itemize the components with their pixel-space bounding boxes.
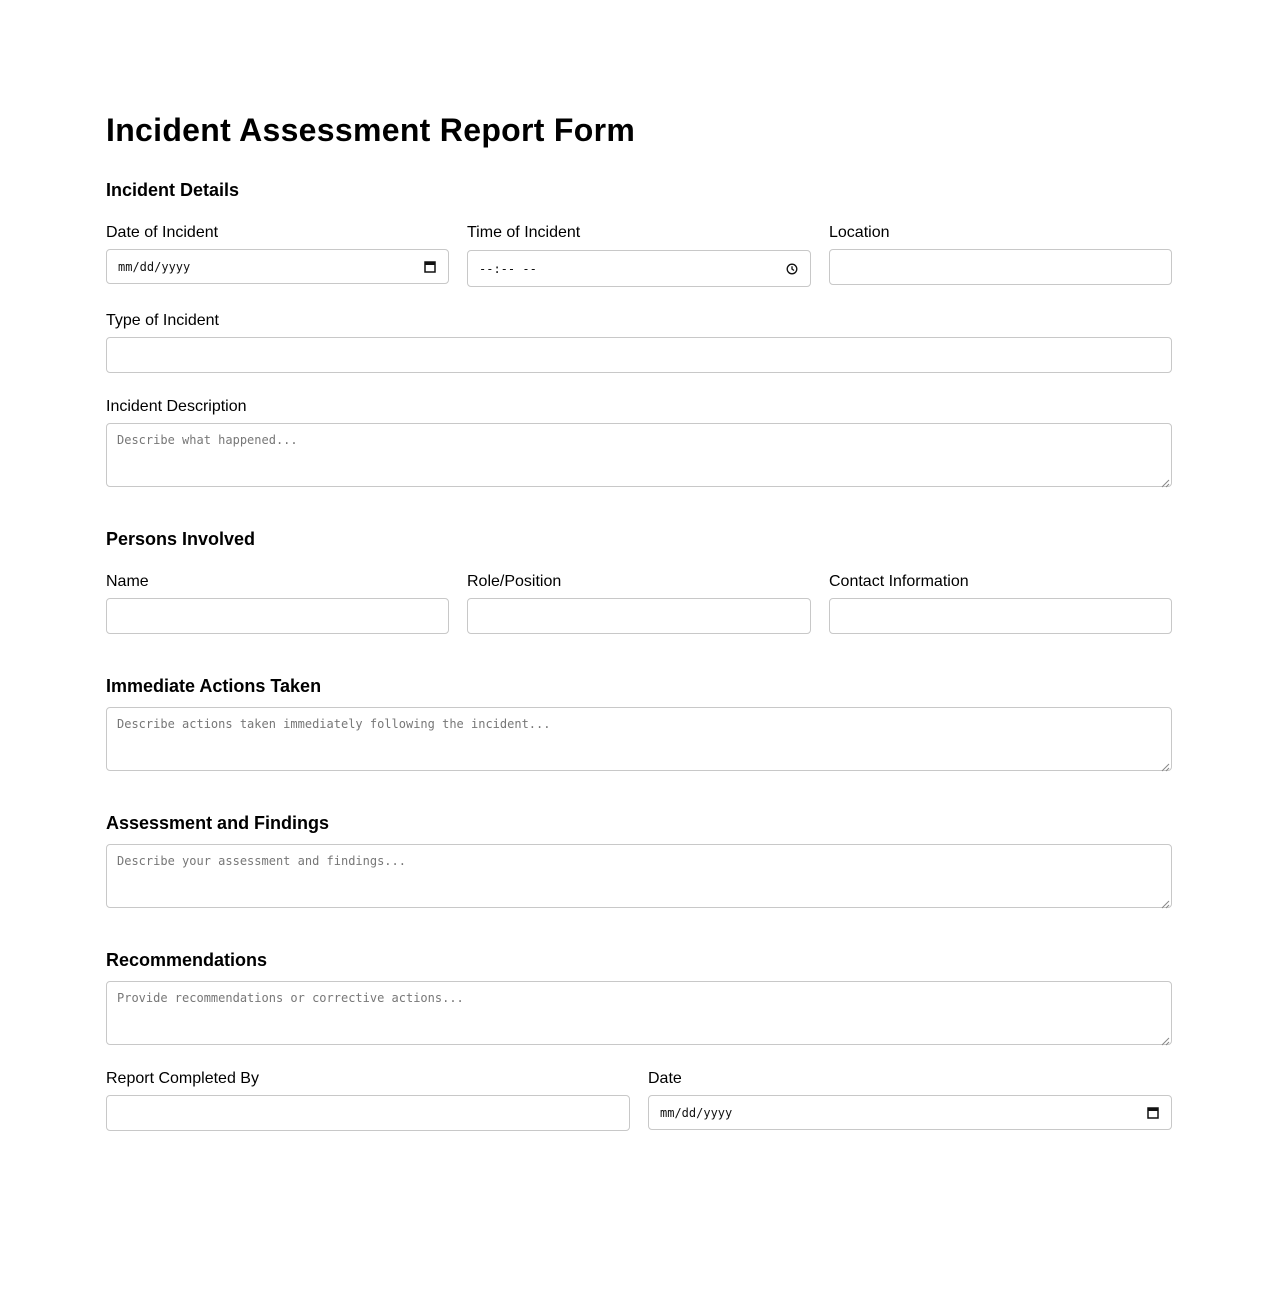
assessment-findings-textarea[interactable]	[106, 844, 1172, 908]
date-of-incident-label: Date of Incident	[106, 224, 219, 241]
calendar-icon[interactable]	[423, 260, 437, 274]
page-title: Incident Assessment Report Form	[106, 112, 636, 148]
resize-grip-icon[interactable]	[1160, 1033, 1170, 1043]
location-input[interactable]	[829, 249, 1172, 285]
section-heading-incident-details: Incident Details	[106, 180, 240, 200]
completion-date-placeholder: mm/dd/yyyy	[660, 1105, 733, 1120]
resize-grip-icon[interactable]	[1160, 475, 1170, 485]
report-completed-by-label: Report Completed By	[106, 1070, 259, 1087]
role-position-label: Role/Position	[467, 573, 562, 590]
resize-grip-icon[interactable]	[1160, 896, 1170, 906]
report-completed-by-input[interactable]	[106, 1095, 630, 1131]
contact-information-input[interactable]	[829, 598, 1172, 634]
clock-icon[interactable]	[785, 262, 799, 276]
type-of-incident-input[interactable]	[106, 337, 1172, 373]
calendar-icon[interactable]	[1146, 1106, 1160, 1120]
location-label: Location	[829, 224, 890, 241]
incident-description-placeholder: Describe what happened...	[117, 433, 298, 447]
time-of-incident-input[interactable]	[467, 250, 811, 287]
incident-description-label: Incident Description	[106, 398, 247, 415]
time-placeholder: --:-- --	[479, 261, 537, 276]
immediate-actions-placeholder: Describe actions taken immediately following the incident...	[117, 717, 551, 731]
section-heading-immediate-actions: Immediate Actions Taken	[106, 676, 322, 696]
name-label: Name	[106, 573, 149, 590]
section-heading-persons-involved: Persons Involved	[106, 529, 256, 549]
type-of-incident-label: Type of Incident	[106, 312, 219, 329]
recommendations-placeholder: Provide recommendations or corrective actions...	[117, 991, 464, 1005]
recommendations-textarea[interactable]	[106, 981, 1172, 1045]
date-placeholder: mm/dd/yyyy	[118, 259, 191, 274]
name-input[interactable]	[106, 598, 449, 634]
resize-grip-icon[interactable]	[1160, 759, 1170, 769]
role-position-input[interactable]	[467, 598, 811, 634]
completion-date-input[interactable]	[648, 1095, 1172, 1130]
time-of-incident-label: Time of Incident	[467, 224, 581, 241]
contact-information-label: Contact Information	[829, 573, 969, 590]
section-heading-recommendations: Recommendations	[106, 950, 268, 970]
assessment-placeholder: Describe your assessment and findings...	[117, 854, 406, 868]
immediate-actions-textarea[interactable]	[106, 707, 1172, 771]
date-of-incident-input[interactable]	[106, 249, 449, 284]
section-heading-assessment: Assessment and Findings	[106, 813, 330, 833]
incident-description-textarea[interactable]	[106, 423, 1172, 487]
completion-date-label: Date	[648, 1070, 682, 1087]
